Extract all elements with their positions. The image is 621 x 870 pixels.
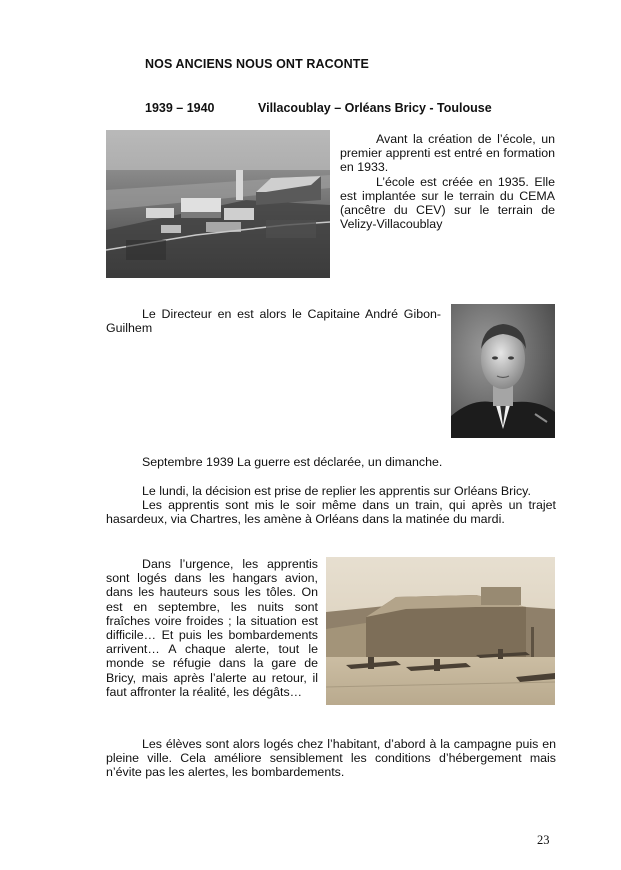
block6-text <box>106 737 556 780</box>
block5-text <box>106 557 318 699</box>
block3-text <box>106 455 556 469</box>
block2-paragraph-1: Le Directeur en est alors le Capitaine André Gibon-Guilhem <box>106 307 441 336</box>
section-route: Villacoublay – Orléans Bricy - Toulouse <box>258 101 492 115</box>
block1-paragraph-1: Avant la création de l’école, un premier apprenti est entré en formation en 1933. <box>340 132 555 175</box>
block2-text <box>106 307 441 335</box>
block4-paragraph-2: Les apprentis sont mis le soir même dans un train, qui après un trajet hasardeux, via Chartres, les amène à Orléans dans la matinée du mardi. <box>106 498 556 527</box>
aerial-airfield-photo <box>106 130 330 278</box>
block3-paragraph-1: Septembre 1939 La guerre est déclarée, un dimanche. <box>142 455 443 469</box>
block4-paragraph-1: Le lundi, la décision est prise de replier les apprentis sur Orléans Bricy. <box>142 484 531 498</box>
hangar-aircraft-photo <box>326 557 555 705</box>
block5-paragraph-1: Dans l’urgence, les apprentis sont logés dans les hangars avion, dans les hauteurs sous les tôles. On est en septembre, les nuits sont fraîches voire froides ; la situation est difficile… Et puis les bombardements arrivent… A chaque alerte, tout le monde se réfugie dans la gare de Bricy, mais après l’alerte au retour, il faut affronter la réalité, les dégâts… <box>106 557 318 699</box>
page-heading: NOS ANCIENS NOUS ONT RACONTE <box>145 57 369 71</box>
block1-paragraph-2: L’école est créée en 1935. Elle est implantée sur le terrain du CEMA (ancêtre du CEV) sur le terrain de Velizy-Villacoublay <box>340 174 555 232</box>
block4-text <box>106 484 556 527</box>
section-years: 1939 – 1940 <box>145 101 215 115</box>
block1-text <box>340 132 555 231</box>
block6-paragraph-1: Les élèves sont alors logés chez l’habitant, d’abord à la campagne puis en pleine ville. Cela améliore sensiblement les conditions d’hébergement mais n’évite pas les alertes, les bombardements. <box>106 737 556 780</box>
page-number: 23 <box>537 833 550 847</box>
director-portrait-photo <box>451 304 555 438</box>
